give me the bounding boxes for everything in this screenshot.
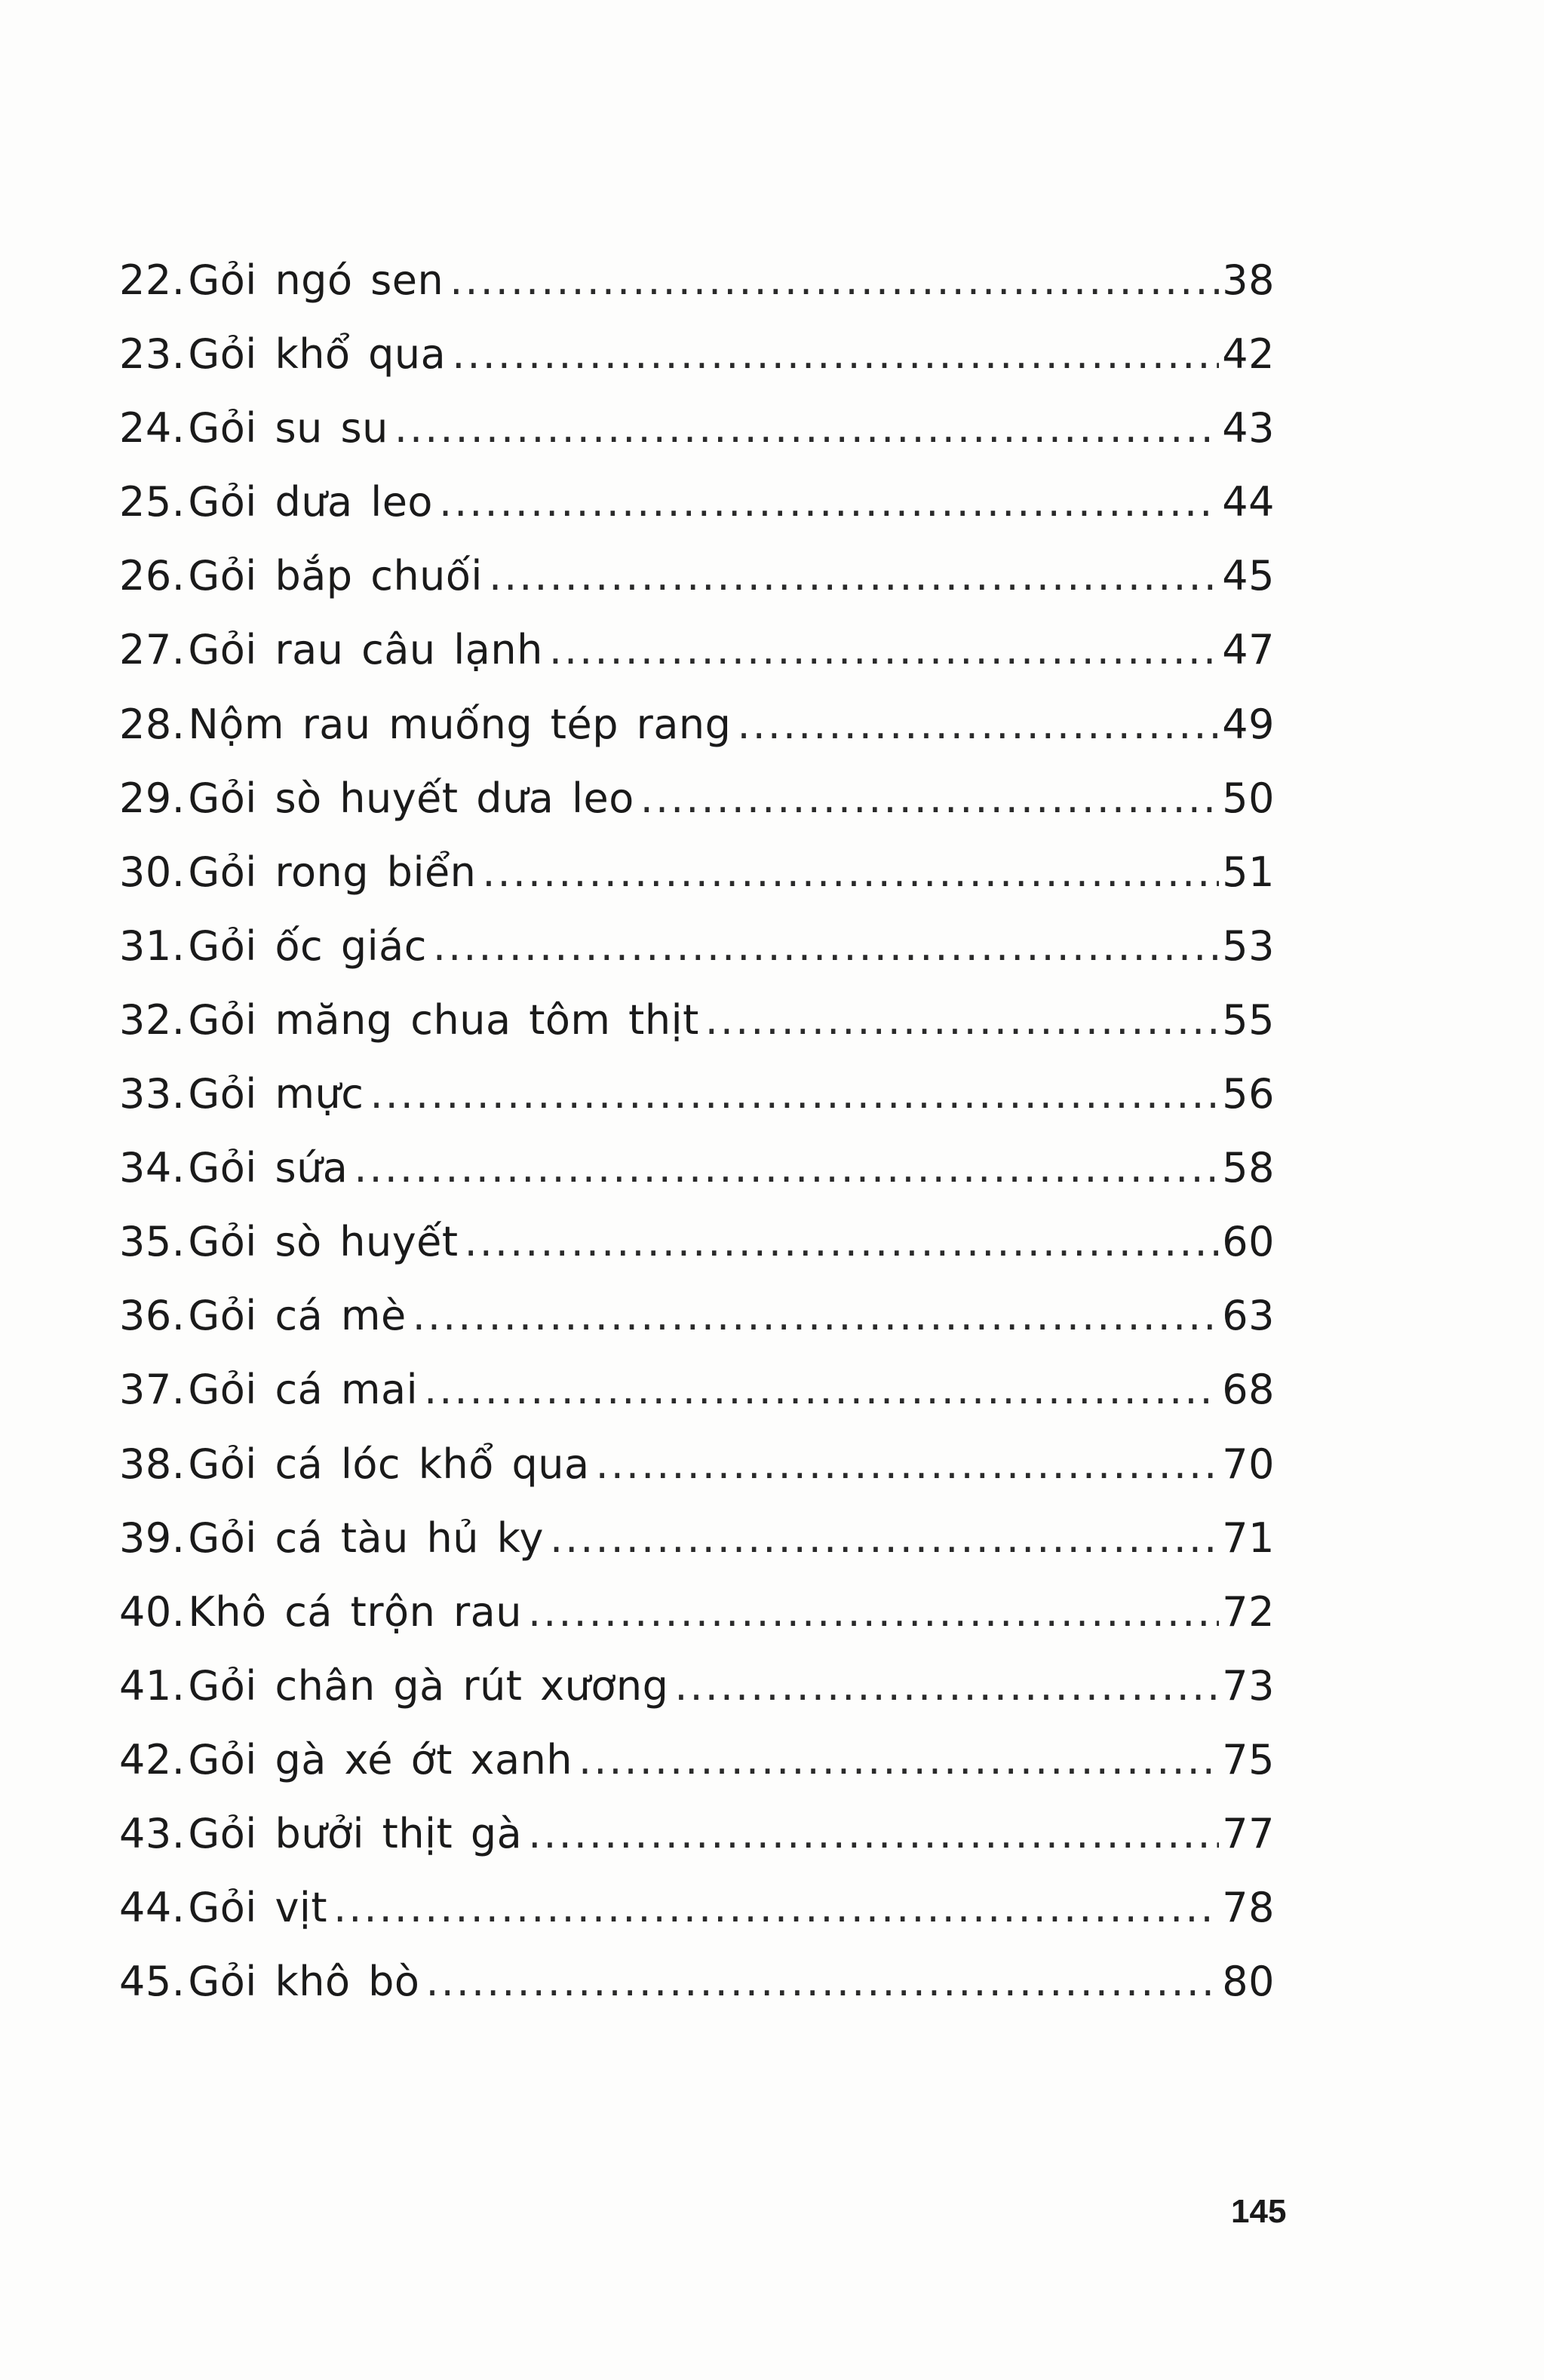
toc-entry (119, 1440, 1275, 1514)
toc-entry-number: 24. (119, 404, 186, 452)
toc-entry-number: 44. (119, 1884, 186, 1932)
toc-entry (119, 1144, 1275, 1218)
toc-entry-page: 50 (1222, 774, 1275, 822)
toc-entry-number: 32. (119, 995, 186, 1044)
toc-entry-number: 41. (119, 1661, 186, 1710)
toc-entry-number: 23. (119, 330, 186, 379)
dot-leader (354, 1144, 1219, 1192)
toc-entry-page: 70 (1222, 1440, 1275, 1488)
dot-leader (452, 330, 1219, 378)
toc-entry-page: 78 (1222, 1884, 1275, 1932)
toc-entry-title: Gỏi cá mai (188, 1366, 419, 1414)
toc-entry-page: 53 (1222, 922, 1275, 970)
toc-entry-title: Gỏi cá mè (188, 1292, 407, 1340)
dot-leader (425, 1958, 1219, 2005)
toc-entry-page: 38 (1222, 256, 1275, 304)
toc-entry-page: 51 (1222, 848, 1275, 896)
toc-entry-number: 35. (119, 1218, 186, 1266)
toc-entry-title: Gỏi mực (188, 1070, 364, 1118)
toc-entry (119, 256, 1275, 330)
toc-entry (119, 1514, 1275, 1588)
toc-entry-title: Gỏi măng chua tôm thịt (188, 995, 699, 1044)
toc-entry-number: 39. (119, 1514, 186, 1562)
toc-entry-page: 73 (1222, 1661, 1275, 1710)
toc-entry-title: Gỏi cá tàu hủ ky (188, 1514, 544, 1562)
toc-entry-title: Khô cá trộn rau (188, 1587, 522, 1636)
toc-entry (119, 1366, 1275, 1440)
toc-entry-title: Gỏi sứa (188, 1144, 348, 1192)
toc-entry-page: 68 (1222, 1366, 1275, 1414)
toc-entry (119, 922, 1275, 996)
table-of-contents (119, 256, 1275, 2032)
toc-entry-number: 36. (119, 1292, 186, 1340)
dot-leader (674, 1662, 1219, 1710)
toc-entry-number: 28. (119, 700, 186, 748)
dot-leader (424, 1366, 1219, 1413)
toc-entry-page: 72 (1222, 1587, 1275, 1636)
toc-entry-page: 80 (1222, 1958, 1275, 2006)
toc-entry-title: Gỏi chân gà rút xương (188, 1661, 669, 1710)
toc-entry (119, 1736, 1275, 1810)
toc-entry (119, 330, 1275, 404)
toc-entry-page: 71 (1222, 1514, 1275, 1562)
toc-entry (119, 626, 1275, 700)
toc-entry-title: Gỏi ốc giác (188, 922, 427, 970)
toc-entry (119, 1958, 1275, 2032)
toc-entry (119, 1810, 1275, 1884)
toc-entry-number: 22. (119, 256, 186, 304)
toc-entry-number: 43. (119, 1809, 186, 1857)
toc-entry-page: 60 (1222, 1218, 1275, 1266)
toc-entry-title: Gỏi rong biển (188, 848, 477, 896)
dot-leader (528, 1588, 1219, 1636)
toc-entry (119, 1662, 1275, 1736)
toc-entry (119, 996, 1275, 1070)
toc-entry-number: 42. (119, 1735, 186, 1783)
toc-entry-title: Gỏi rau câu lạnh (188, 626, 543, 674)
toc-entry-title: Gỏi khô bò (188, 1958, 420, 2006)
toc-entry (119, 701, 1275, 774)
page-number: 145 (1231, 2193, 1287, 2230)
toc-entry-number: 33. (119, 1070, 186, 1118)
toc-entry-page: 42 (1222, 330, 1275, 379)
toc-entry (119, 1588, 1275, 1662)
dot-leader (737, 701, 1219, 748)
dot-leader (482, 848, 1219, 896)
toc-entry (119, 404, 1275, 478)
toc-entry-page: 47 (1222, 626, 1275, 674)
toc-entry-title: Gỏi bưởi thịt gà (188, 1809, 523, 1857)
toc-entry-page: 49 (1222, 700, 1275, 748)
toc-entry (119, 478, 1275, 552)
toc-entry (119, 1218, 1275, 1292)
toc-entry-page: 56 (1222, 1070, 1275, 1118)
toc-entry-title: Gỏi dưa leo (188, 478, 433, 526)
toc-entry-number: 45. (119, 1958, 186, 2006)
toc-entry-number: 30. (119, 848, 186, 896)
dot-leader (528, 1810, 1219, 1857)
toc-entry (119, 1070, 1275, 1144)
toc-entry-title: Gỏi bắp chuối (188, 552, 483, 600)
toc-entry-title: Gỏi vịt (188, 1884, 328, 1932)
dot-leader (640, 774, 1220, 822)
toc-entry-number: 26. (119, 552, 186, 600)
toc-entry-title: Nộm rau muống tép rang (188, 700, 732, 748)
dot-leader (439, 478, 1219, 526)
dot-leader (370, 1070, 1219, 1118)
toc-entry (119, 1884, 1275, 1958)
toc-entry-number: 38. (119, 1440, 186, 1488)
dot-leader (465, 1218, 1220, 1265)
dot-leader (579, 1736, 1219, 1783)
toc-entry-title: Gỏi su su (188, 404, 388, 452)
toc-entry-page: 75 (1222, 1735, 1275, 1783)
toc-entry-page: 44 (1222, 478, 1275, 526)
dot-leader (333, 1884, 1219, 1931)
dot-leader (450, 256, 1219, 304)
dot-leader (433, 922, 1219, 970)
toc-entry-page: 55 (1222, 995, 1275, 1044)
toc-entry-page: 63 (1222, 1292, 1275, 1340)
dot-leader (705, 996, 1220, 1044)
toc-entry (119, 848, 1275, 922)
toc-entry-page: 45 (1222, 552, 1275, 600)
toc-entry-number: 37. (119, 1366, 186, 1414)
toc-entry-page: 58 (1222, 1144, 1275, 1192)
dot-leader (394, 404, 1219, 452)
toc-entry-number: 29. (119, 774, 186, 822)
toc-entry (119, 1292, 1275, 1366)
dot-leader (413, 1292, 1220, 1339)
toc-entry-number: 40. (119, 1587, 186, 1636)
toc-entry-title: Gỏi khổ qua (188, 330, 447, 379)
toc-entry-number: 31. (119, 922, 186, 970)
toc-entry-number: 34. (119, 1144, 186, 1192)
toc-entry-title: Gỏi gà xé ớt xanh (188, 1735, 573, 1783)
toc-entry-title: Gỏi sò huyết dưa leo (188, 774, 634, 822)
toc-entry-number: 27. (119, 626, 186, 674)
toc-entry-title: Gỏi sò huyết (188, 1218, 459, 1266)
toc-entry (119, 774, 1275, 848)
toc-entry-title: Gỏi ngó sen (188, 256, 444, 304)
toc-entry-page: 43 (1222, 404, 1275, 452)
toc-entry-page: 77 (1222, 1809, 1275, 1857)
dot-leader (596, 1440, 1220, 1488)
dot-leader (549, 626, 1219, 673)
toc-entry-number: 25. (119, 478, 186, 526)
dot-leader (550, 1514, 1219, 1562)
toc-entry (119, 552, 1275, 626)
dot-leader (489, 552, 1219, 600)
toc-entry-title: Gỏi cá lóc khổ qua (188, 1440, 590, 1488)
